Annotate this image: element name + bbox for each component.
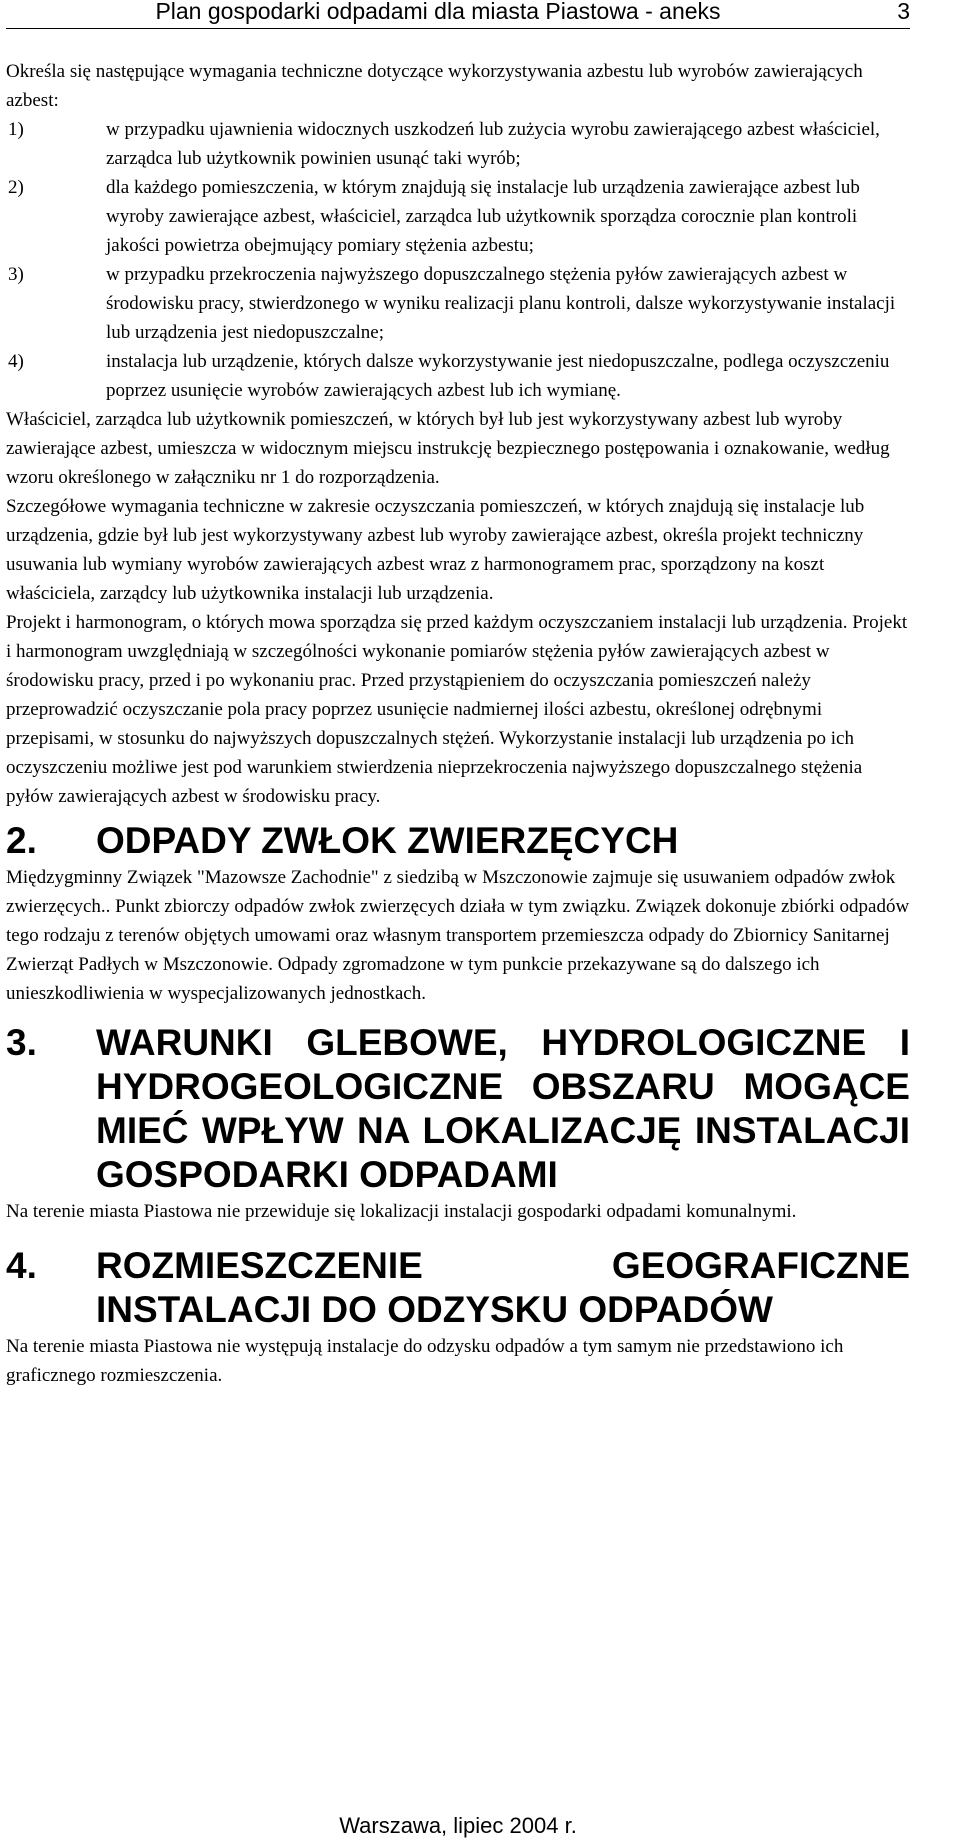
- requirements-list: [6, 115, 910, 405]
- section-heading-4: [6, 1244, 910, 1332]
- list-item: [6, 260, 910, 347]
- section-title: WARUNKI GLEBOWE, HYDROLOGICZNE I HYDROGEOLOGICZNE OBSZARU MOGĄCE MIEĆ WPŁYW NA LOKALIZACJĘ INSTALACJI GOSPODARKI ODPADAMI: [96, 1022, 910, 1195]
- section-title: ODPADY ZWŁOK ZWIERZĘCYCH: [96, 820, 679, 861]
- section-2-body: Międzygminny Związek "Mazowsze Zachodnie" z siedzibą w Mszczonowie zajmuje się usuwaniem odpadów zwłok zwierzęcych.. Punkt zbiorczy odpadów zwłok zwierzęcych działa w tym związku. Związek dokonuje zbiórki odpadów tego rodzaju z terenów objętych umowami oraz własnym transportem przemieszcza odpady do Zbiornicy Sanitarnej Zwierząt Padłych w Mszczonowie. Odpady zgromadzone w tym punkcie przekazywane są do dalszego ich unieszkodliwienia w wyspecjalizowanych jednostkach.: [6, 867, 910, 1004]
- paragraph-project-schedule: Projekt i harmonogram, o których mowa sporządza się przed każdym oczyszczaniem instalacji lub urządzenia. Projekt i harmonogram uwzględniają w szczególności wykonanie pomiarów stężenia pyłów zawierających azbest w środowisku pracy, przed i po wykonaniu prac. Przed przystąpieniem do oczyszczania pomieszczeń należy przeprowadzić oczyszczanie pola pracy poprzez usunięcie nadmiernej ilości azbestu, określonej odrębnymi przepisami, w stosunku do najwyższych dopuszczalnych stężeń. Wykorzystanie instalacji lub urządzenia po ich oczyszczeniu możliwe jest pod warunkiem stwierdzenia nieprzekroczenia najwyższego dopuszczalnego stężenia pyłów zawierających azbest w środowisku pracy.: [6, 612, 908, 807]
- section-number: 2.: [6, 820, 37, 861]
- page-header: [6, 0, 910, 29]
- list-item-text: dla każdego pomieszczenia, w którym znajdują się instalacje lub urządzenia zawierające azbest lub wyroby zawierające azbest, właściciel, zarządca lub użytkownik sporządza corocznie plan kontroli jakości powietrza obejmujący pomiary stężenia azbestu;: [106, 177, 860, 256]
- section-title: ROZMIESZCZENIE GEOGRAFICZNE INSTALACJI DO ODZYSKU ODPADÓW: [96, 1245, 910, 1330]
- section-3-body: Na terenie miasta Piastowa nie przewiduje się lokalizacji instalacji gospodarki odpadami komunalnymi.: [6, 1201, 797, 1222]
- section-4-body: Na terenie miasta Piastowa nie występują instalacje do odzysku odpadów a tym samym nie przedstawiono ich graficznego rozmieszczenia.: [6, 1336, 844, 1386]
- list-item-number: 4): [8, 351, 24, 372]
- list-item: [6, 173, 910, 260]
- section-heading-3: [6, 1021, 910, 1197]
- list-item-text: w przypadku ujawnienia widocznych uszkodzeń lub zużycia wyrobu zawierającego azbest właściciel, zarządca lub użytkownik powinien usunąć taki wyrób;: [106, 119, 880, 169]
- section-number: 4.: [6, 1245, 37, 1286]
- page-footer: Warszawa, lipiec 2004 r.: [339, 1813, 577, 1838]
- paragraph-signage: Właściciel, zarządca lub użytkownik pomieszczeń, w których był lub jest wykorzystywany azbest lub wyroby zawierające azbest, umieszcza w widocznym miejscu instrukcję bezpiecznego postępowania i oznakowanie, według wzoru określonego w załączniku nr 1 do rozporządzenia.: [6, 409, 890, 488]
- list-item: [6, 115, 910, 173]
- intro-paragraph: Określa się następujące wymagania techniczne dotyczące wykorzystywania azbestu lub wyrobów zawierających azbest:: [6, 61, 863, 111]
- list-item-text: instalacja lub urządzenie, których dalsze wykorzystywanie jest niedopuszczalne, podlega oczyszczeniu poprzez usunięcie wyrobów zawierających azbest lub ich wymianę.: [106, 351, 890, 401]
- document-page: [6, 0, 910, 1843]
- page-number: 3: [897, 0, 910, 24]
- header-title: Plan gospodarki odpadami dla miasta Piastowa - aneks: [155, 0, 721, 24]
- list-item: [6, 347, 910, 405]
- section-heading-2: [6, 819, 910, 863]
- list-item-number: 2): [8, 177, 24, 198]
- page-content: [6, 57, 910, 1390]
- list-item-number: 3): [8, 264, 24, 285]
- section-number: 3.: [6, 1022, 37, 1063]
- list-item-number: 1): [8, 119, 24, 140]
- list-item-text: w przypadku przekroczenia najwyższego dopuszczalnego stężenia pyłów zawierających azbest w środowisku pracy, stwierdzonego w wyniku realizacji planu kontroli, dalsze wykorzystywanie instalacji lub urządzenia jest niedopuszczalne;: [106, 264, 896, 343]
- paragraph-technical-requirements: Szczegółowe wymagania techniczne w zakresie oczyszczania pomieszczeń, w których znajdują się instalacje lub urządzenia, gdzie był lub jest wykorzystywany azbest lub wyroby zawierające azbest, określa projekt techniczny usuwania lub wymiany wyrobów zawierających azbest wraz z harmonogramem prac, sporządzony na koszt właściciela, zarządcy lub użytkownika instalacji lub urządzenia.: [6, 496, 865, 604]
